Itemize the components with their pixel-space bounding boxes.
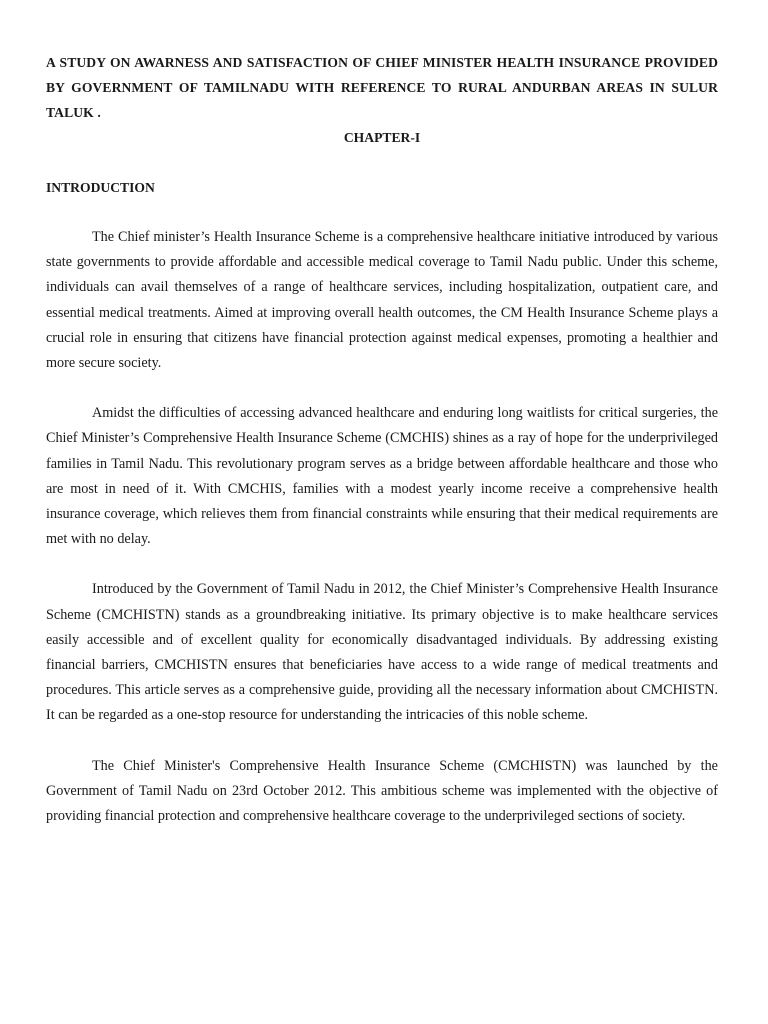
chapter-label: CHAPTER-I	[343, 130, 421, 145]
document-page	[46, 50, 718, 854]
paragraph-1: The Chief minister’s Health Insurance Scheme is a comprehensive healthcare initiative introduced by various state governments to provide affordable and accessible medical coverage to Tamil Nadu public. Under this scheme, individuals can avail themselves of a range of healthcare services, including hospitalization, outpatient care, and essential medical treatments. Aimed at improving overall health outcomes, the CM Health Insurance Scheme plays a crucial role in ensuring that citizens have financial protection against medical expenses, promoting a healthier and more secure society.	[46, 229, 718, 372]
paragraph-3: Introduced by the Government of Tamil Nadu in 2012, the Chief Minister’s Comprehensive Health Insurance Scheme (CMCHISTN) stands as a groundbreaking initiative. Its primary objective is to make healthcare services easily accessible and of excellent quality for economically disadvantaged individuals. By addressing existing financial barriers, CMCHISTN ensures that beneficiaries have access to a wide range of medical treatments and procedures. This article serves as a comprehensive guide, providing all the necessary information about CMCHISTN. It can be regarded as a one-stop resource for understanding the intricacies of this noble scheme.	[46, 581, 718, 724]
paragraph-4: The Chief Minister's Comprehensive Health Insurance Scheme (CMCHISTN) was launched by the Government of Tamil Nadu on 23rd October 2012. This ambitious scheme was implemented with the objective of providing financial protection and comprehensive healthcare coverage to the underprivileged sections of society.	[46, 757, 718, 825]
document-title: A STUDY ON AWARNESS AND SATISFACTION OF CHIEF MINISTER HEALTH INSURANCE PROVIDED BY GOVERNMENT OF TAMILNADU WITH REFERENCE TO RURAL ANDURBAN AREAS IN SULUR TALUK .	[46, 55, 718, 120]
section-heading: INTRODUCTION	[46, 180, 155, 195]
paragraph-2: Amidst the difficulties of accessing advanced healthcare and enduring long waitlists for critical surgeries, the Chief Minister’s Comprehensive Health Insurance Scheme (CMCHIS) shines as a ray of hope for the underprivileged families in Tamil Nadu. This revolutionary program serves as a bridge between affordable healthcare and those who are most in need of it. With CMCHIS, families with a modest yearly income receive a comprehensive health insurance coverage, which relieves them from financial constraints while ensuring that their medical requirements are met with no delay.	[46, 405, 718, 548]
